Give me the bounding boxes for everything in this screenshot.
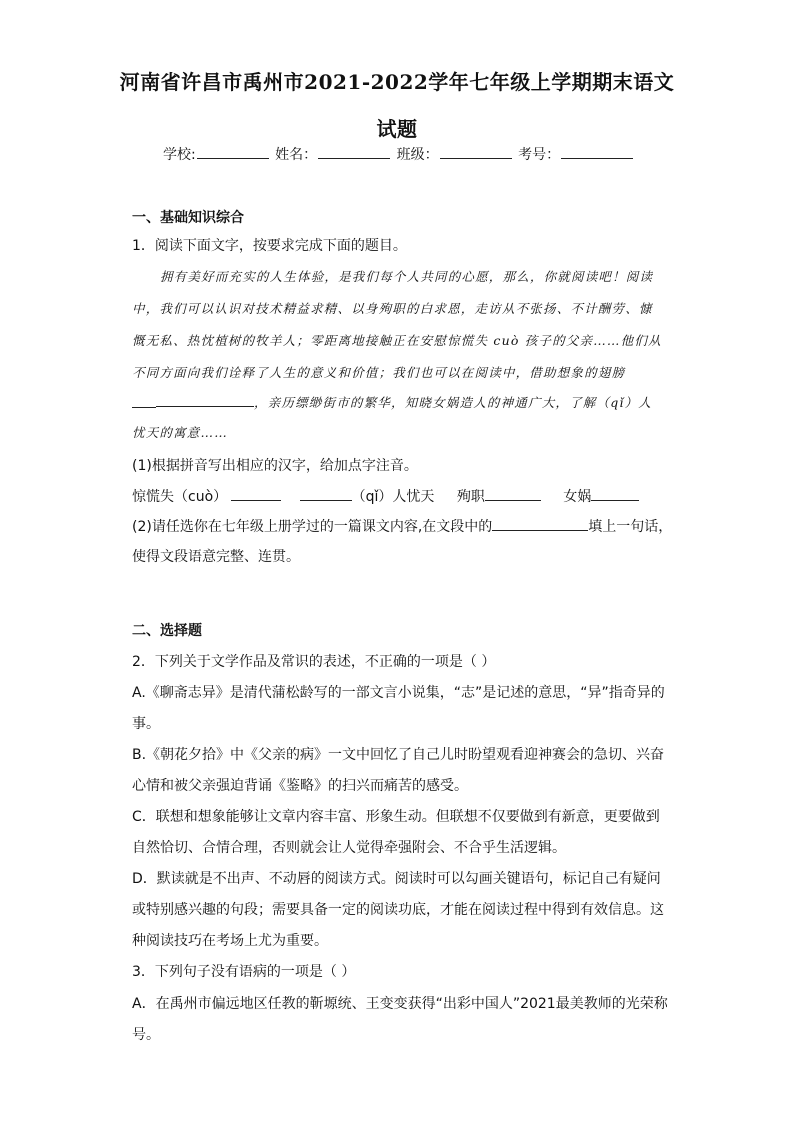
class-label: 班级： (396, 147, 439, 163)
q2-option-a: A.《聊斋志异》是清代蒲松龄写的一部文言小说集，“志”是记述的意思，“异”指奇异的 (132, 685, 665, 701)
page-title: 河南省许昌市禹州市2021-2022学年七年级上学期期末语文 (119, 70, 675, 94)
item-b-blank[interactable] (300, 488, 352, 501)
passage-fill-blank[interactable] (156, 394, 254, 407)
passage-line-3: 慨无私、热忱植树的牧羊人；零距离地接触正在安慰惊慌失 cuò 孩子的父亲……他们从 (132, 333, 662, 348)
sub-question-2 (132, 516, 672, 536)
item-a-label: 惊慌失（cuò） (132, 489, 228, 505)
sub-question-2-cont: 使得文段语意完整、连贯。 (132, 549, 300, 565)
q2-option-c: C．联想和想象能够让文章内容丰富、形象生动。但联想不仅要做到有新意，更要做到 (132, 809, 660, 825)
page-title-continued: 试题 (376, 117, 418, 141)
name-label: 姓名： (275, 147, 318, 163)
sub-question-2-blank[interactable] (492, 518, 588, 531)
school-blank[interactable] (197, 146, 269, 159)
item-c-blank[interactable] (485, 488, 541, 501)
question-3-stem: 3．下列句子没有语病的一项是（ ） (132, 964, 356, 980)
item-b-label: （qǐ）人忧天 (351, 489, 435, 505)
passage-line-4: 不同方面向我们诠释了人生的意义和价值；我们也可以在阅读中，借助想象的翅膀 (132, 365, 626, 380)
q2-option-b: B.《朝花夕拾》中《父亲的病》一文中回忆了自己儿时盼望观看迎神赛会的急切、兴奋 (132, 747, 665, 763)
section-heading-2: 二、选择题 (132, 623, 202, 639)
q2-option-c-cont: 自然恰切、合情合理，否则就会让人觉得牵强附会、不合乎生活逻辑。 (132, 840, 566, 856)
item-c-label: 殉职 (456, 489, 485, 505)
q2-option-b-cont: 心情和被父亲强迫背诵《鉴略》的扫兴而痛苦的感受。 (132, 778, 468, 794)
item-d-label: 女娲 (563, 489, 592, 505)
passage-line-1: 拥有美好而充实的人生体验，是我们每个人共同的心愿，那么，你就阅读吧！阅读 (160, 269, 654, 284)
q3-option-a: A．在禹州市偏远地区任教的靳塬统、王变变获得“出彩中国人”2021最美教师的光荣称 (132, 996, 668, 1012)
item-d-blank[interactable] (591, 488, 639, 501)
school-label: 学校: (163, 147, 196, 163)
number-blank[interactable] (561, 146, 633, 159)
sub-question-1: (1)根据拼音写出相应的汉字，给加点字注音。 (132, 458, 418, 474)
class-blank[interactable] (440, 146, 512, 159)
section-heading-1: 一、基础知识综合 (132, 210, 244, 226)
student-info-row (163, 144, 635, 164)
q2-option-a-cont: 事。 (132, 716, 160, 732)
sub-question-2-text-b: 填上一句话， (588, 519, 673, 535)
q2-option-d-cont-1: 或特别感兴趣的句段；需要具备一定的阅读功底，才能在阅读过程中得到有效信息。这 (132, 902, 664, 918)
passage-line-2: 中，我们可以认识对技术精益求精、以身殉职的白求恩，走访从不张扬、不计酬劳、慷 (132, 301, 653, 316)
dash-mark (132, 399, 156, 408)
name-blank[interactable] (318, 146, 390, 159)
q3-option-a-cont: 号。 (132, 1027, 160, 1043)
sub-question-2-text-a: (2)请任选你在七年级上册学过的一篇课文内容,在文段中的 (132, 519, 493, 535)
q2-option-d: D．默读就是不出声、不动唇的阅读方式。阅读时可以勾画关键语句，标记自己有疑问 (132, 871, 661, 887)
question-1-stem: 1．阅读下面文字，按要求完成下面的题目。 (132, 238, 407, 254)
number-label: 考号： (518, 147, 561, 163)
passage-line-5-text: ，亲历缥缈街市的繁华，知晓女娲造人的神通广大，了解（qǐ）人 (254, 395, 653, 410)
q2-option-d-cont-2: 种阅读技巧在考场上尤为重要。 (132, 933, 328, 949)
pinyin-answer-row (132, 486, 639, 506)
item-a-blank[interactable] (231, 488, 281, 501)
passage-line-5 (132, 393, 652, 411)
passage-line-6: 忧天的寓意…… (132, 425, 228, 440)
question-2-stem: 2．下列关于文学作品及常识的表述，不正确的一项是（ ） (132, 654, 496, 670)
